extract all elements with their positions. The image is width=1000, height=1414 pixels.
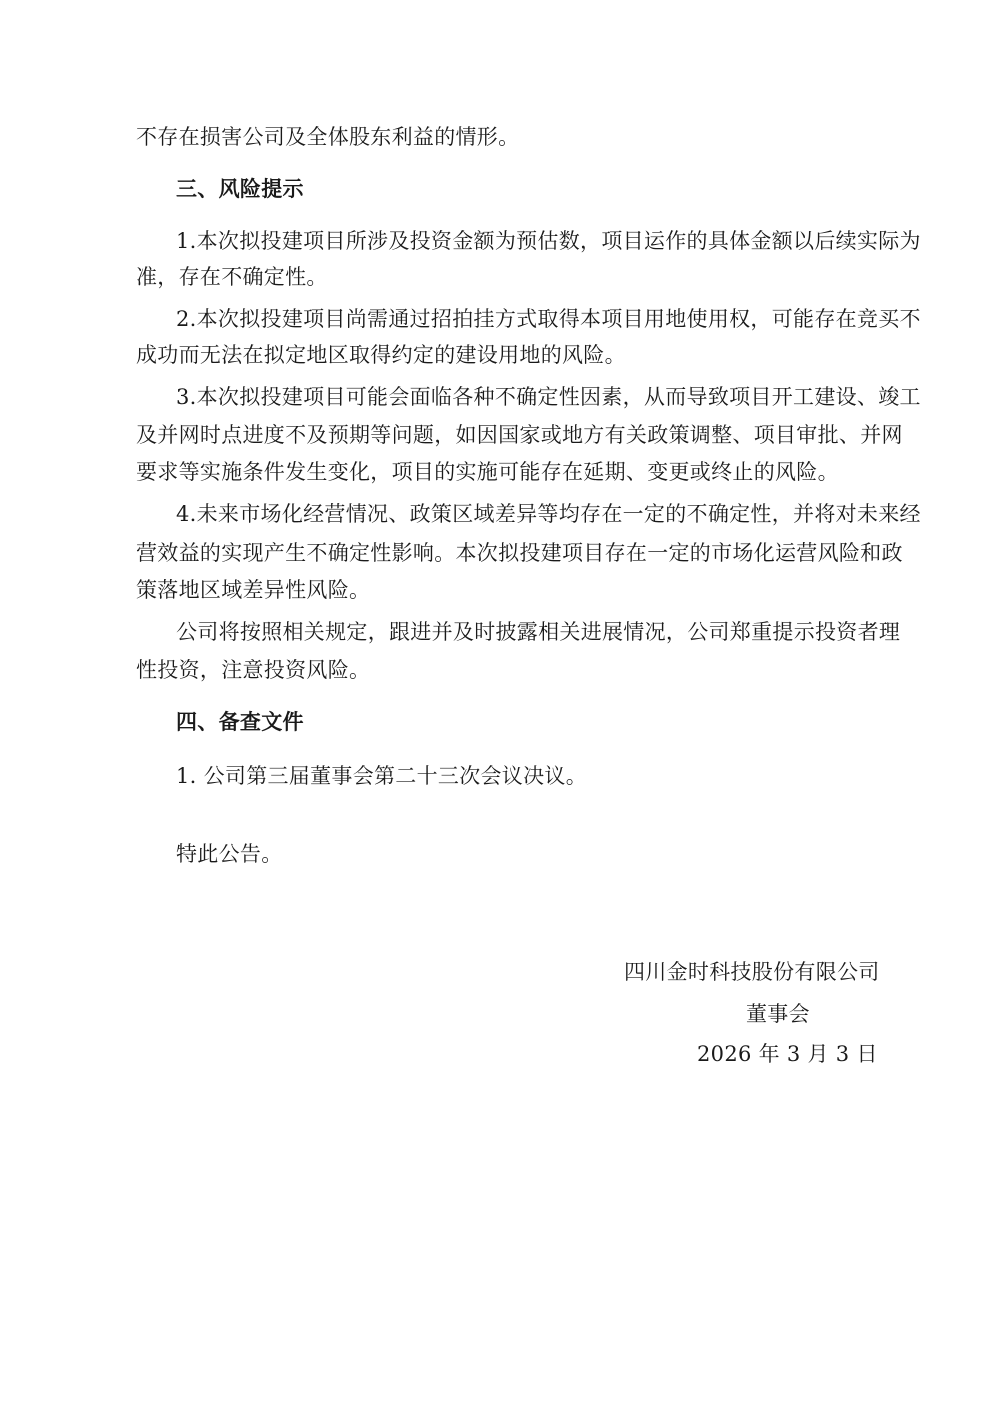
risk-item-3-line-2: 及并网时点进度不及预期等问题，如因国家或地方有关政策调整、项目审批、并网 xyxy=(136,423,903,447)
section-heading-documents: 四、备查文件 xyxy=(176,709,304,734)
signature-date: 2026 年 3 月 3 日 xyxy=(697,1042,878,1066)
risk-item-3-line-3: 要求等实施条件发生变化，项目的实施可能存在延期、变更或终止的风险。 xyxy=(136,460,839,484)
risk-item-3-line-1: 3.本次拟投建项目可能会面临各种不确定性因素，从而导致项目开工建设、竣工 xyxy=(176,385,921,409)
notice-paragraph-line-1: 公司将按照相关规定，跟进并及时披露相关进展情况，公司郑重提示投资者理 xyxy=(176,620,901,644)
paragraph-line: 不存在损害公司及全体股东利益的情形。 xyxy=(136,125,520,149)
risk-item-2-line-2: 成功而无法在拟定地区取得约定的建设用地的风险。 xyxy=(136,343,626,367)
document-item-1: 1. 公司第三届董事会第二十三次会议决议。 xyxy=(176,764,588,788)
risk-item-4-line-1: 4.未来市场化经营情况、政策区域差异等均存在一定的不确定性，并将对未来经 xyxy=(176,502,921,526)
risk-item-1-line-2: 准，存在不确定性。 xyxy=(136,265,328,289)
risk-item-4-line-3: 策落地区域差异性风险。 xyxy=(136,578,371,602)
signature-company: 四川金时科技股份有限公司 xyxy=(624,960,880,984)
risk-item-4-line-2: 营效益的实现产生不确定性影响。本次拟投建项目存在一定的市场化运营风险和政 xyxy=(136,541,903,565)
signature-board: 董事会 xyxy=(746,1002,810,1026)
notice-paragraph-line-2: 性投资，注意投资风险。 xyxy=(136,658,371,682)
risk-item-2-line-1: 2.本次拟投建项目尚需通过招拍挂方式取得本项目用地使用权，可能存在竞买不 xyxy=(176,307,921,331)
risk-item-1-line-1: 1.本次拟投建项目所涉及投资金额为预估数，项目运作的具体金额以后续实际为 xyxy=(176,229,921,253)
section-heading-risk: 三、风险提示 xyxy=(176,176,304,201)
closing-statement: 特此公告。 xyxy=(176,842,283,866)
